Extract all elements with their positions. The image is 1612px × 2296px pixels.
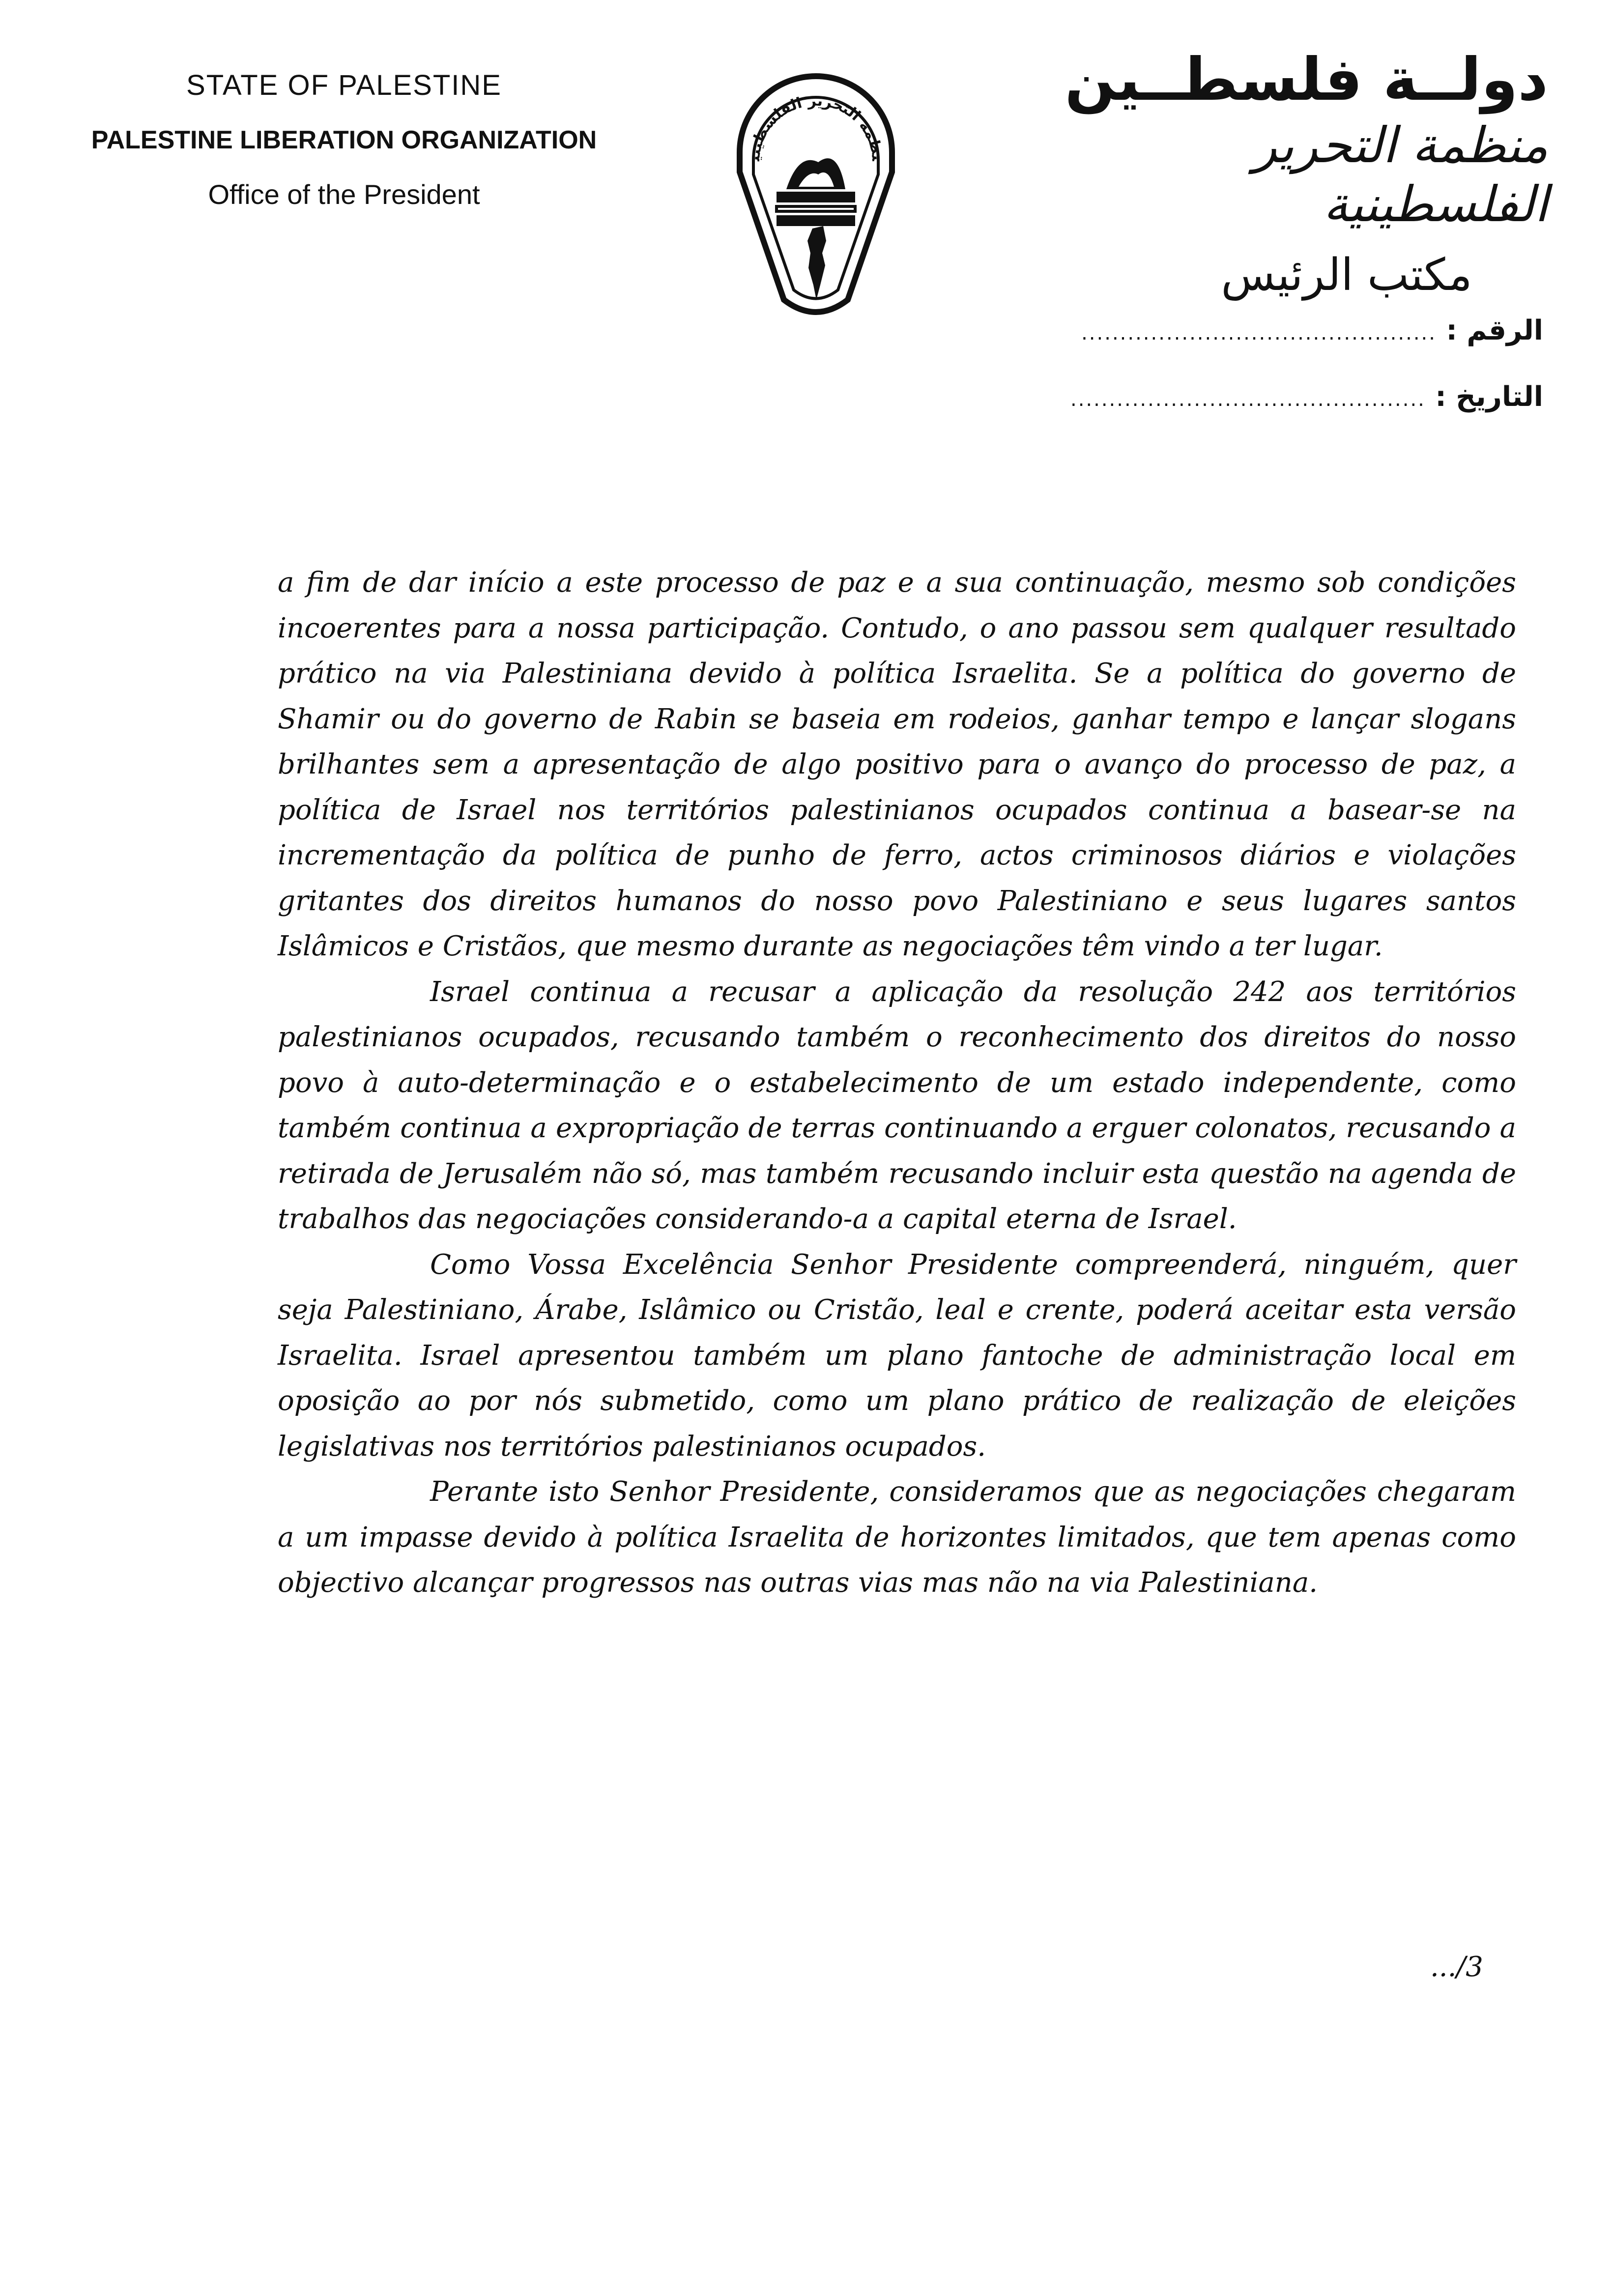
paragraph-3: Como Vossa Excelência Senhor Presidente compreenderá, ninguém, quer seja Palestiniano, Árabe, Islâmico ou Cristão, leal e crente, poderá aceitar esta versão Israelita. Israel apresentou também um plano fantoche de administração local em oposição ao por nós submetido, como um plano prático de realização de eleições legislativas nos territórios palestinianos ocupados. <box>278 1248 1516 1463</box>
paragraph-2: Israel continua a recusar a aplicação da resolução 242 aos territórios palestinianos ocupados, recusando também o reconhecimento dos direitos do nosso povo à auto-determinação e o estabelecimento de um estado independente, como também continua a expropriação de terras continuando a erguer colonatos, recusando a retirada de Jerusalém não só, mas também recusando incluir esta questão na agenda de trabalhos das negociações considerando-a a capital eterna de Israel. <box>278 976 1516 1235</box>
date-row <box>1070 381 1543 413</box>
reference-label: الرقم : <box>1446 315 1543 346</box>
organization-name-english: PALESTINE LIBERATION ORGANIZATION <box>91 126 597 154</box>
date-field: .............................................. <box>1070 388 1426 411</box>
reference-field: .............................................. <box>1081 322 1437 344</box>
office-name-arabic: مكتب الرئيس <box>1221 249 1472 301</box>
date-label: التاريخ : <box>1435 381 1543 413</box>
letterhead-english <box>74 69 614 210</box>
organization-name-arabic: منظمة التحرير الفلسطينية <box>1253 116 1548 233</box>
state-name-arabic: دولــة فلسطــين <box>1065 46 1548 114</box>
paragraph-4: Perante isto Senhor Presidente, consideramos que as negociações chegaram a um impasse devido à política Israelita de horizontes limitados, que tem apenas como objectivo alcançar progressos nas outras vias mas não na via Palestiniana. <box>278 1476 1516 1599</box>
letter-body <box>278 560 1516 1606</box>
paragraph-1: a fim de dar início a este processo de paz e a sua continuação, mesmo sob condições incoerentes para a nossa participação. Contudo, o ano passou sem qualquer resultado prático na via Palestiniana devido à política Israelita. Se a política do governo de Shamir ou do governo de Rabin se baseia em rodeios, ganhar tempo e lançar slogans brilhantes sem a apresentação de algo positivo para o avanço do processo de paz, a política de Israel nos territórios palestinianos ocupados continua a basear-se na incrementação da política de punho de ferro, actos criminosos diários e violações gritantes dos direitos humanos do nosso povo Palestiniano e seus lugares santos Islâmicos e Cristãos, que mesmo durante as negociações têm vindo a ter lugar. <box>278 567 1516 962</box>
reference-number-row <box>1081 315 1543 346</box>
office-name-english: Office of the President <box>208 179 480 210</box>
plo-emblem-icon <box>725 69 907 329</box>
svg-text:منظمة التحرير الفلسطينية: نظمة التحرير الفلسطيني <box>746 92 886 162</box>
state-name-english: STATE OF PALESTINE <box>186 69 502 101</box>
letterhead-arabic <box>1057 46 1548 302</box>
page-continuation-marker: .../3 <box>1430 1951 1483 1983</box>
